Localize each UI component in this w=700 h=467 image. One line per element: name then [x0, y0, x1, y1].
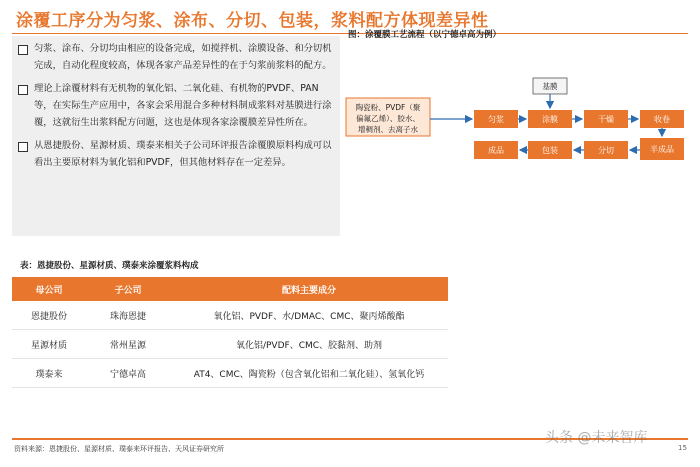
slurry-composition-table	[12, 277, 448, 388]
table-caption: 表：恩捷股份、星源材质、璞泰来涂覆浆料构成	[20, 261, 199, 271]
checkbox-bullet-icon	[18, 45, 28, 55]
page-number: 15	[678, 444, 687, 452]
step-label: 涂膜	[542, 115, 558, 124]
bullet-panel	[12, 36, 340, 236]
step-label: 分切	[598, 146, 614, 155]
cell-subsidiary: 宁德卓高	[86, 359, 170, 388]
cell-subsidiary: 常州星源	[86, 330, 170, 359]
checkbox-bullet-icon	[18, 142, 28, 152]
cell-parent: 璞泰来	[12, 359, 86, 388]
cell-parent: 星源材质	[12, 330, 86, 359]
source-note: 资料来源：恩捷股份、星源材质、璞泰来环评报告、天风证券研究所	[14, 445, 224, 453]
bullet-text: 从恩捷股份、星源材质、璞泰来相关子公司环评报告涂覆膜原料构成可以看出主要原材料为氧化铝和PVDF，但其他材料存在一定差异。	[34, 140, 332, 168]
table-header-row	[12, 277, 448, 301]
bullet-text: 理论上涂覆材料有无机物的氧化铝、二氧化硅、有机物的PVDF、PAN等，在实际生产应用中，各家会采用混合多种材料制成浆料对基膜进行涂覆，这就衍生出浆料配方问题，这也是体现各家涂覆膜差异性所在。	[34, 83, 332, 128]
table-row	[12, 330, 448, 359]
materials-line: 陶瓷粉、PVDF（聚	[355, 103, 421, 112]
cell-ingredients: 氧化铝/PVDF、CMC、胶黏剂、助剂	[170, 330, 448, 359]
materials-line: 偏氟乙烯）、胶水、	[356, 114, 420, 123]
header-main-ingredients: 配料主要成分	[170, 277, 448, 301]
checkbox-bullet-icon	[18, 85, 28, 95]
bullet-item	[18, 137, 332, 171]
base-film-label: 基膜	[542, 82, 558, 91]
step-label: 半成品	[650, 145, 674, 154]
table-row	[12, 301, 448, 330]
table-row	[12, 359, 448, 388]
header-parent-company: 母公司	[12, 277, 86, 301]
page-title: 涂覆工序分为匀浆、涂布、分切、包装，浆料配方体现差异性	[16, 11, 489, 31]
cell-parent: 恩捷股份	[12, 301, 86, 330]
cell-ingredients: AT4、CMC、陶瓷粉（包含氧化铝和二氧化硅）、氢氧化钙	[170, 359, 448, 388]
flow-caption: 图：涂覆膜工艺流程（以宁德卓高为例）	[348, 30, 502, 40]
step-label: 收卷	[654, 115, 670, 124]
cell-subsidiary: 珠海恩捷	[86, 301, 170, 330]
step-label: 包装	[542, 146, 558, 155]
header-subsidiary: 子公司	[86, 277, 170, 301]
bullet-item	[18, 80, 332, 131]
step-label: 干燥	[598, 115, 614, 124]
step-label: 匀浆	[488, 115, 504, 124]
materials-line: 增稠剂、去离子水	[358, 125, 418, 134]
bullet-item	[18, 40, 332, 74]
process-flow-diagram	[340, 42, 692, 172]
cell-ingredients: 氧化铝、PVDF、水/DMAC、CMC、聚丙烯酸酯	[170, 301, 448, 330]
step-label: 成品	[488, 146, 504, 155]
watermark: 头条 @未来智库	[545, 430, 648, 446]
bullet-text: 匀浆、涂布、分切均由相应的设备完成，如搅拌机、涂膜设备、和分切机完成，自动化程度较高，体现各家产品差异性的在于匀浆前浆料的配方。	[34, 43, 332, 71]
